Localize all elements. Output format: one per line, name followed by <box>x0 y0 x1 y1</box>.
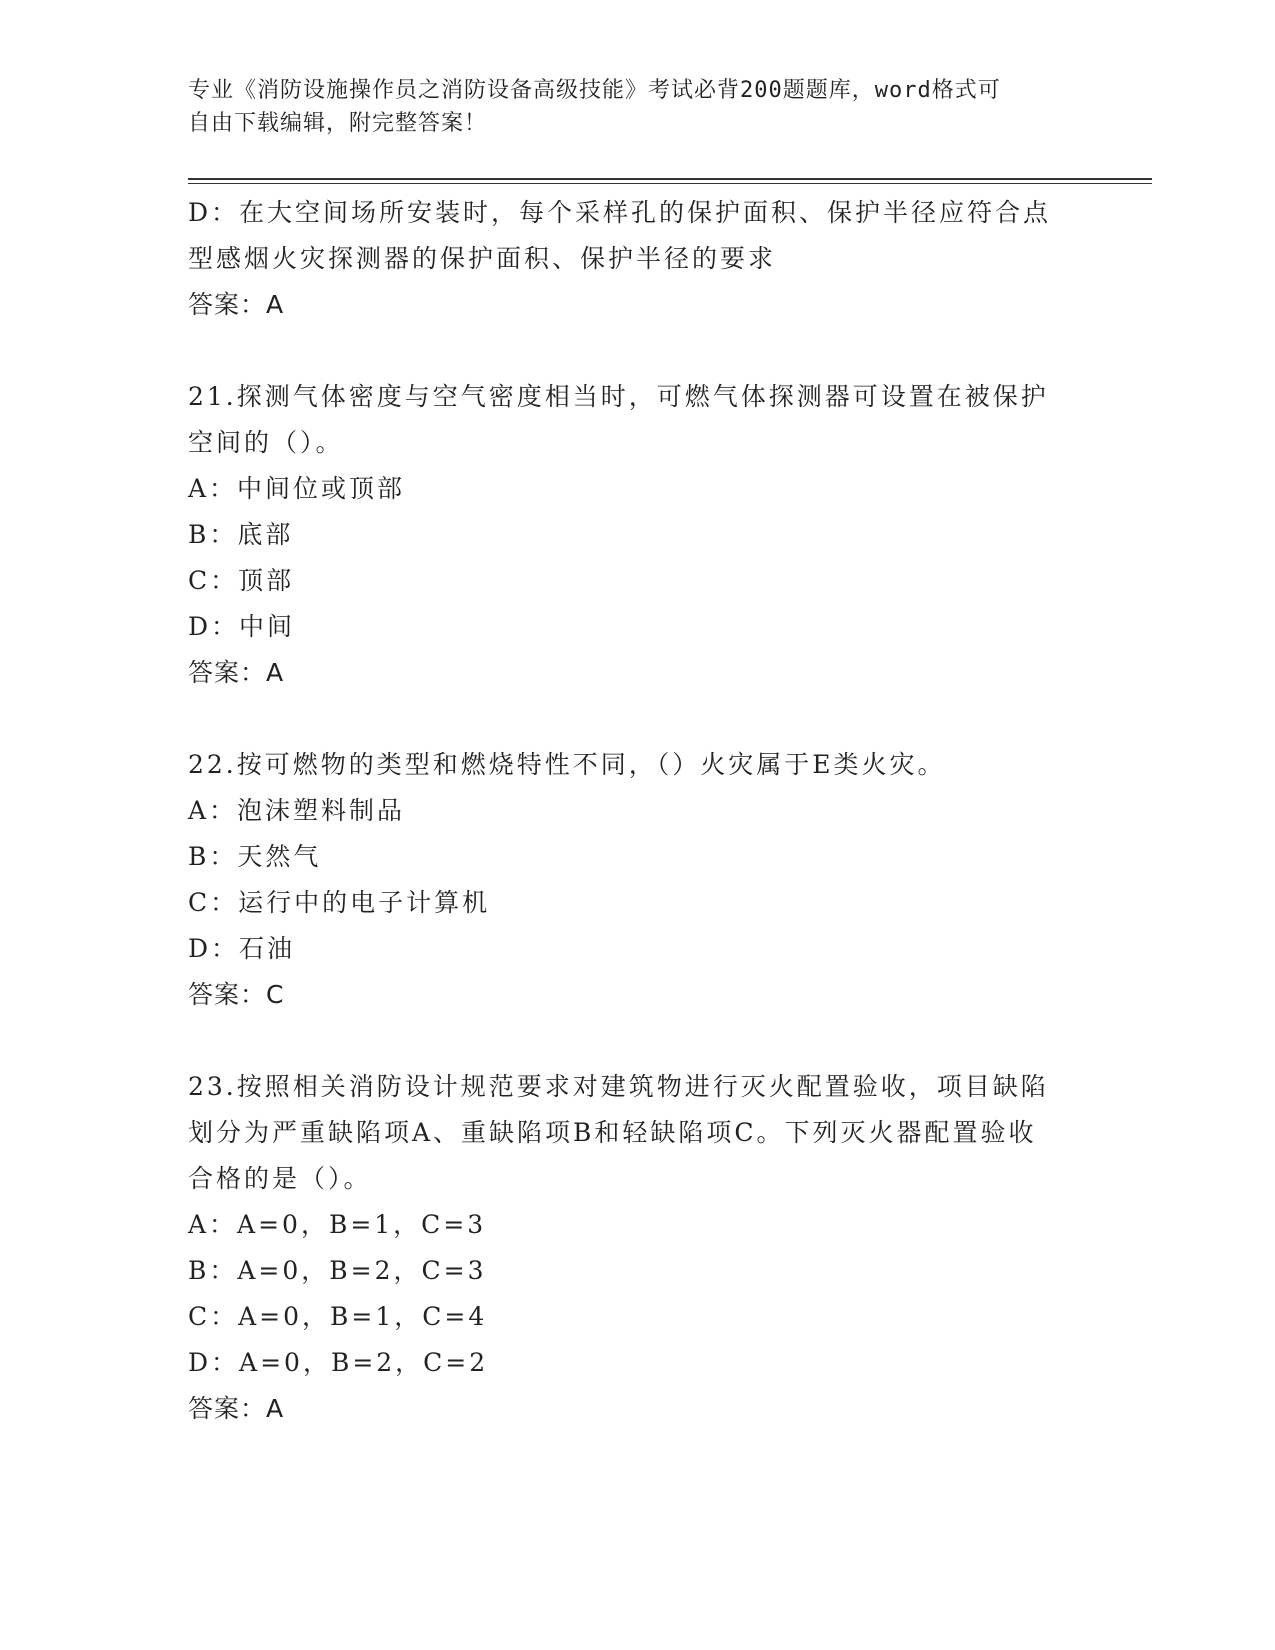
question-23 <box>188 1064 1088 1432</box>
question-stem-continued: 合格的是（）。 <box>188 1164 372 1193</box>
option-d: D：A=0，B=2，C=2 <box>188 1348 489 1377</box>
option-b: B：底部 <box>188 520 294 549</box>
answer-line: 答案：A <box>188 658 285 687</box>
spacer <box>188 1018 1088 1064</box>
option-c: C：顶部 <box>188 566 295 595</box>
question-stem-continued: 划分为严重缺陷项A、重缺陷项B和轻缺陷项C。下列灭火器配置验收 <box>188 1118 1037 1147</box>
option-a: A：中间位或顶部 <box>188 474 406 503</box>
answer-line: 答案：A <box>188 1394 285 1423</box>
header-rule-thick <box>188 178 1152 180</box>
option-a: A：泡沫塑料制品 <box>188 796 406 825</box>
option-c: C：运行中的电子计算机 <box>188 888 491 917</box>
header-rule-thin <box>188 183 1152 184</box>
option-a: A：A=0，B=1，C=3 <box>188 1210 487 1239</box>
option-d-continued: 型感烟火灾探测器的保护面积、保护半径的要求 <box>188 244 777 273</box>
option-d: D：中间 <box>188 612 296 641</box>
option-d: D：在大空间场所安装时，每个采样孔的保护面积、保护半径应符合点 <box>188 198 1052 227</box>
spacer <box>188 328 1088 374</box>
question-stem-continued: 空间的（）。 <box>188 428 344 457</box>
question-20-continued <box>188 190 1088 328</box>
option-d: D：石油 <box>188 934 296 963</box>
header-line-1: 专业《消防设施操作员之消防设备高级技能》考试必背200题题库，word格式可 <box>188 78 1001 103</box>
question-stem: 21.探测气体密度与空气密度相当时，可燃气体探测器可设置在被保护 <box>188 382 1049 411</box>
answer-line: 答案：A <box>188 290 285 319</box>
document-header <box>188 74 1068 140</box>
question-22 <box>188 742 1088 1018</box>
header-line-2: 自由下载编辑，附完整答案！ <box>188 111 488 136</box>
question-stem: 22.按可燃物的类型和燃烧特性不同，（）火灾属于E类火灾。 <box>188 750 946 779</box>
option-b: B：天然气 <box>188 842 322 871</box>
spacer <box>188 696 1088 742</box>
question-list <box>188 190 1088 1432</box>
option-b: B：A=0，B=2，C=3 <box>188 1256 487 1285</box>
option-c: C：A=0，B=1，C=4 <box>188 1302 488 1331</box>
question-stem: 23.按照相关消防设计规范要求对建筑物进行灭火配置验收，项目缺陷 <box>188 1072 1049 1101</box>
question-21 <box>188 374 1088 696</box>
answer-line: 答案：C <box>188 980 285 1009</box>
